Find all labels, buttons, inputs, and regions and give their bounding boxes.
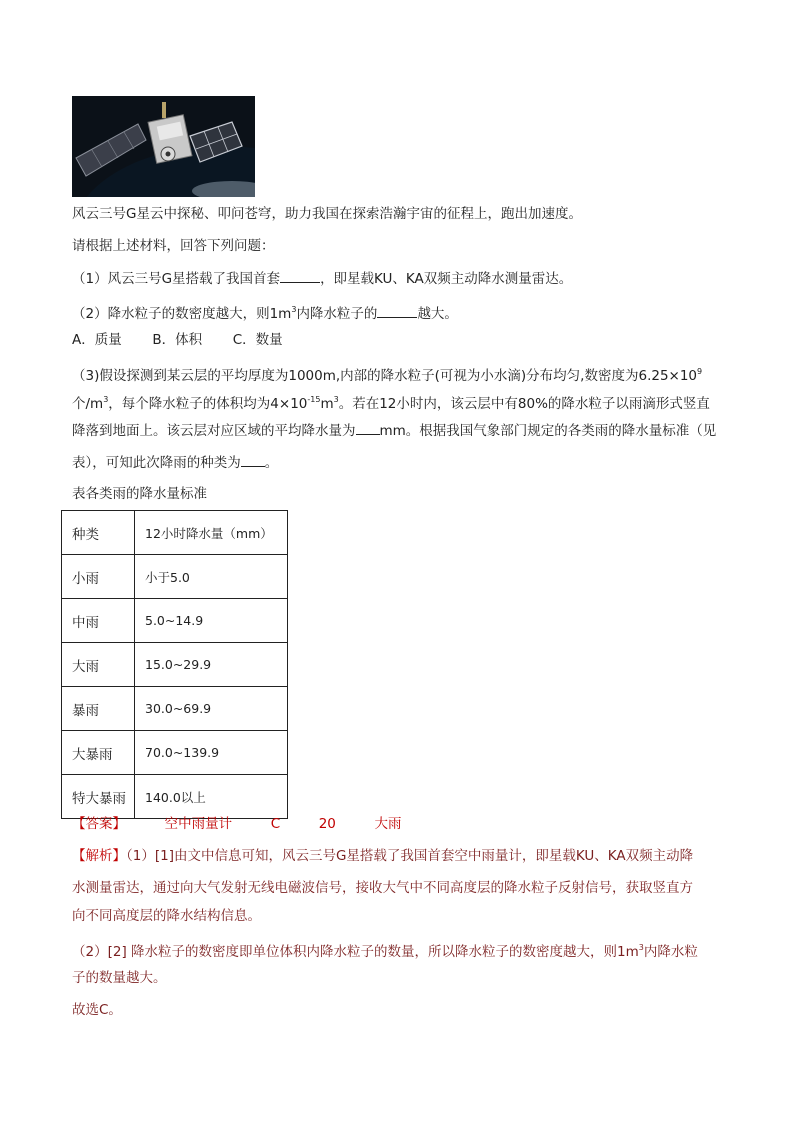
q3-line2-sup: 3 <box>103 395 109 404</box>
table-cell: 30.0~69.9 <box>135 687 288 731</box>
table-cell: 小于5.0 <box>135 555 288 599</box>
satellite-image <box>72 96 255 197</box>
table-cell: 中雨 <box>62 599 135 643</box>
analysis-p1-l1: （1）[1]由文中信息可知，风云三号G星搭载了我国首套空中雨量计，即星载KU、KA双频主动降 <box>126 848 694 864</box>
analysis-label: 【解析】 <box>72 848 126 864</box>
table-caption: 表各类雨的降水量标准 <box>72 486 207 502</box>
q3-blank-1 <box>356 420 380 435</box>
table-row <box>62 599 288 643</box>
q3-blank-2 <box>241 452 265 467</box>
table-cell: 大雨 <box>62 643 135 687</box>
q2-sup: 3 <box>291 305 297 314</box>
q3-line2-c: m <box>320 396 334 412</box>
analysis-line-3: 向不同高度层的降水结构信息。 <box>72 908 261 924</box>
q3-line2-d: 。若在12小时内，该云层中有80%的降水粒子以雨滴形式竖直 <box>338 396 710 412</box>
q3-line4-b: 。 <box>264 455 279 471</box>
option-a: A．质量 <box>72 332 122 348</box>
analysis-p2-l1-b: 内降水粒 <box>643 944 698 960</box>
analysis-line-1 <box>72 846 693 866</box>
answer-2: C <box>270 816 281 832</box>
satellite-picture <box>72 96 255 197</box>
table-row <box>62 687 288 731</box>
table-cell: 15.0~29.9 <box>135 643 288 687</box>
q3-line3-b: mm。根据我国气象部门规定的各类雨的降水量标准（见 <box>379 423 717 439</box>
q2-mid: 内降水粒子的 <box>296 306 378 322</box>
q1-prefix: （1）风云三号G星搭载了我国首套 <box>72 271 281 287</box>
q3-line1-sup: 9 <box>697 367 703 376</box>
q3-line2-b: ，每个降水粒子的体积均为4×10 <box>108 396 308 412</box>
table-row <box>62 731 288 775</box>
answer-1: 空中雨量计 <box>164 816 233 832</box>
analysis-line-6: 故选C。 <box>72 1002 122 1018</box>
q3-line2-sup3: 3 <box>333 395 339 404</box>
table-header-row <box>62 511 288 555</box>
option-b: B．体积 <box>152 332 203 348</box>
q1-suffix: ，即星载KU、KA双频主动降水测量雷达。 <box>320 271 573 287</box>
table-cell: 140.0以上 <box>135 775 288 819</box>
option-c: C．数量 <box>232 332 283 348</box>
answer-line <box>72 814 402 834</box>
table-row <box>62 555 288 599</box>
q1-blank <box>280 268 320 283</box>
question-3-line-1 <box>72 362 702 386</box>
q2-blank <box>377 303 417 318</box>
q3-line1: （3)假设探测到某云层的平均厚度为1000m,内部的降水粒子(可视为小水滴)分布均匀,数密度为6.25×10 <box>72 368 698 384</box>
question-3-line-3 <box>72 420 716 441</box>
question-3-line-2 <box>72 390 710 414</box>
question-2 <box>72 300 458 324</box>
question-1 <box>72 268 572 289</box>
answer-3: 20 <box>318 816 336 832</box>
options-row <box>72 330 283 350</box>
table-cell: 大暴雨 <box>62 731 135 775</box>
answer-label: 【答案】 <box>72 816 126 832</box>
analysis-line-4 <box>72 938 698 962</box>
question-3-line-4 <box>72 452 278 473</box>
q2-prefix: （2）降水粒子的数密度越大，则1m <box>72 306 292 322</box>
analysis-p2-l1-a: （2）[2] 降水粒子的数密度即单位体积内降水粒子的数量，所以降水粒子的数密度越大，则1m <box>72 944 639 960</box>
analysis-line-2: 水测量雷达，通过向大气发射无线电磁波信号，接收大气中不同高度层的降水粒子反射信号，获取竖直方 <box>72 880 693 896</box>
table-cell: 5.0~14.9 <box>135 599 288 643</box>
table-header-cell: 12小时降水量（mm） <box>135 511 288 555</box>
analysis-line-5: 子的数量越大。 <box>72 970 167 986</box>
rainfall-table <box>61 510 288 819</box>
analysis-p2-sup: 3 <box>638 943 644 952</box>
table-row <box>62 643 288 687</box>
table-cell: 小雨 <box>62 555 135 599</box>
intro-text: 风云三号G星云中探秘、叩问苍穹，助力我国在探索浩瀚宇宙的征程上，跑出加速度。 <box>72 206 582 222</box>
q3-line3-a: 降落到地面上。该云层对应区域的平均降水量为 <box>72 423 356 439</box>
q2-suffix: 越大。 <box>417 306 458 322</box>
q3-line2-sup2: -15 <box>307 395 321 404</box>
prompt-text: 请根据上述材料，回答下列问题： <box>72 238 275 254</box>
answer-4: 大雨 <box>374 816 402 832</box>
q3-line4-a: 表），可知此次降雨的种类为 <box>72 455 241 471</box>
table-header-cell: 种类 <box>62 511 135 555</box>
table-cell: 暴雨 <box>62 687 135 731</box>
table-cell: 70.0~139.9 <box>135 731 288 775</box>
table-cell: 特大暴雨 <box>62 775 135 819</box>
q3-line2-a: 个/m <box>72 396 104 412</box>
table-row <box>62 775 288 819</box>
